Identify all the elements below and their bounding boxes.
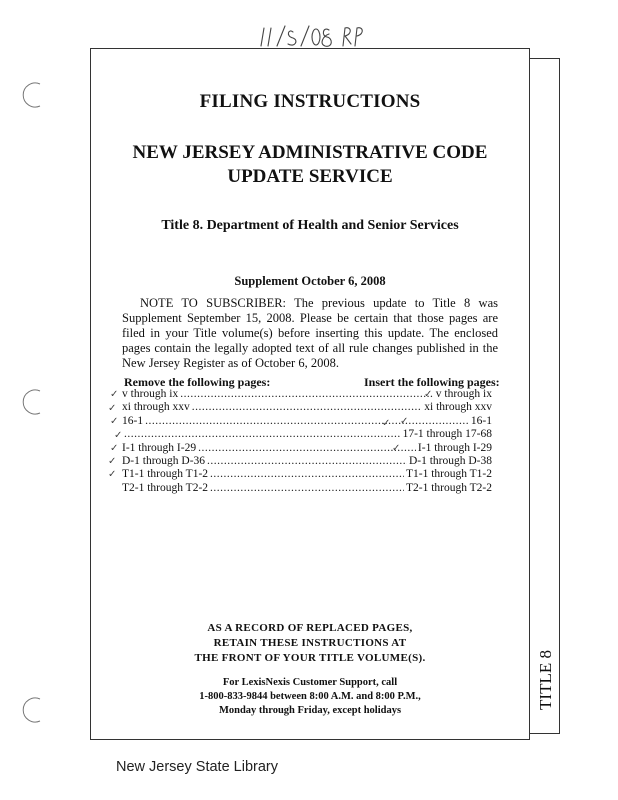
remove-pages-cell: D-1 through D-36 [122,454,206,467]
insert-pages-cell: xi through xxv [424,401,492,414]
binder-hole-arc-icon [20,695,46,725]
remove-pages-cell: 16-1 [122,414,144,427]
insert-pages-cell: T1-1 through T1-2 [405,468,492,481]
check-mark-icon: ✓ [110,416,119,427]
table-row [114,428,492,441]
check-mark-icon: ✓ [400,416,409,427]
insert-pages-cell: v through ix [435,388,492,400]
remove-pages-header: Remove the following pages: [124,375,271,389]
leader-dots [207,455,407,468]
tab-label-text: TITLE 8 [536,650,555,710]
customer-support-info [90,676,530,718]
insert-pages-header: Insert the following pages: [364,375,500,389]
subtitle-line-2: UPDATE SERVICE [227,166,393,187]
table-row [114,482,492,495]
leader-dots [145,415,469,428]
side-tab [530,58,560,734]
insert-pages-cell: D-1 through D-38 [408,454,492,467]
handwritten-date-note [255,22,365,50]
check-mark-icon: ✓ [424,389,433,400]
document-title: FILING INSTRUCTIONS [199,91,421,112]
table-row [114,442,492,455]
handwritten-note-drawing [255,22,365,50]
check-mark-icon: ✓ [114,430,123,441]
insert-pages-cell: I-1 through I-29 [417,441,492,454]
supplement-date: Supplement October 6, 2008 [234,274,386,288]
binder-hole-arc-icon [20,387,46,417]
check-mark-icon: ✓ [108,456,117,467]
leader-dots [210,468,404,481]
leader-dots [192,401,423,414]
check-mark-icon: ✓ [110,389,119,400]
table-row [114,415,492,428]
insert-pages-cell: T2-1 through T2-2 [405,481,492,494]
table-row [114,388,492,401]
check-mark-icon: ✓ [108,469,117,480]
binder-hole-middle [20,387,46,417]
binder-hole-top [20,80,46,110]
check-mark-icon: ✓ [382,418,391,429]
subtitle-line-1: NEW JERSEY ADMINISTRATIVE CODE [132,142,488,163]
binder-hole-arc-icon [20,80,46,110]
leader-dots [180,388,434,401]
record-line-1: AS A RECORD OF REPLACED PAGES, [207,622,413,634]
section-heading: Title 8. Department of Health and Senior Services [161,218,459,233]
remove-pages-cell: xi through xxv [122,401,190,414]
leader-dots [198,442,416,455]
support-line-1: For LexisNexis Customer Support, call [222,677,398,688]
record-instructions [90,621,530,666]
side-tab-label [528,640,564,720]
record-line-2: RETAIN THESE INSTRUCTIONS AT [213,637,407,649]
subscriber-note: NOTE TO SUBSCRIBER: The previous update to Title 8 was Supplement September 15, 2008. Please be certain that those pages are filed in your Title volume(s) before inserting this update. The enclosed pages contain the legally adopted text of all rule changes published in the New Jersey Register as of October 6, 2008. [122,296,498,370]
remove-pages-cell: T2-1 through T2-2 [122,481,209,494]
check-mark-icon: ✓ [108,403,117,414]
table-row [114,468,492,481]
check-mark-icon: ✓ [392,443,401,454]
remove-pages-cell: v through ix [122,388,179,400]
page-replacement-table [114,388,492,495]
remove-pages-cell: I-1 through I-29 [122,441,197,454]
library-stamp: New Jersey State Library [116,759,278,775]
table-row [114,455,492,468]
table-row [114,401,492,414]
record-line-3: THE FRONT OF YOUR TITLE VOLUME(S). [194,652,426,664]
remove-pages-cell: T1-1 through T1-2 [122,468,209,481]
leader-dots [210,482,404,495]
binder-hole-bottom [20,695,46,725]
document-subtitle [90,141,530,189]
leader-dots [124,428,401,441]
support-line-3: Monday through Friday, except holidays [218,705,402,716]
insert-pages-cell: 16-1 [470,414,492,427]
support-line-2: 1-800-833-9844 between 8:00 A.M. and 8:00 P.M., [199,691,421,702]
insert-pages-cell: 17-1 through 17-68 [402,428,492,441]
check-mark-icon: ✓ [110,443,119,454]
